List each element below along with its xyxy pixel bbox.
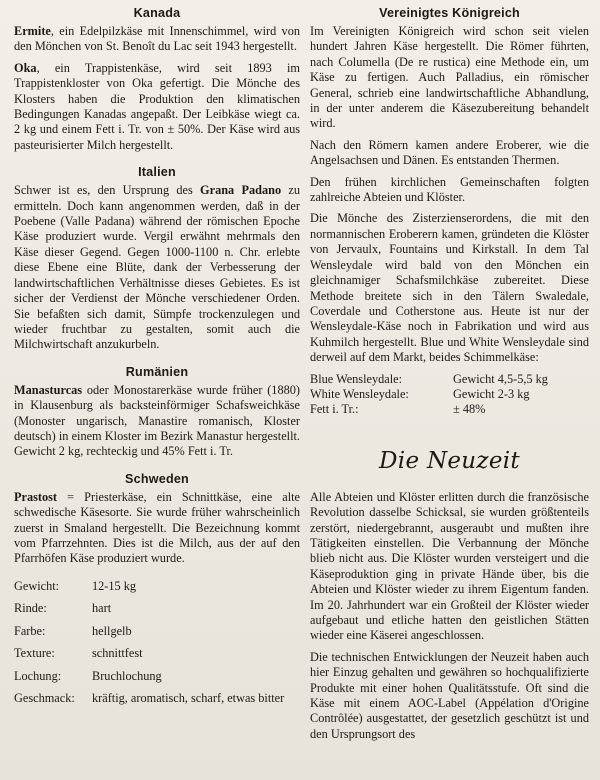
paragraph-ermite: Ermite, ein Edelpilzkäse mit Innenschimmel, wird von den Mönchen von St. Benoît du Lac seit 1943 hergestellt. bbox=[14, 24, 300, 54]
fact-row bbox=[14, 575, 284, 598]
wensleydale-row-label: Blue Wensleydale: bbox=[310, 371, 403, 386]
fact-row-label: Rinde: bbox=[14, 601, 47, 616]
fact-row-label: Texture: bbox=[14, 646, 55, 661]
fact-row-value: hart bbox=[92, 601, 112, 616]
heading-schweden: Schweden bbox=[125, 471, 189, 486]
wensleydale-row-value: Gewicht 4,5-5,5 kg bbox=[453, 371, 548, 386]
keyword-manasturcas: Manasturcas bbox=[14, 382, 83, 397]
wensleydale-row bbox=[310, 402, 548, 417]
right-column bbox=[310, 6, 589, 748]
paragraph-neuzeit-2: Die technischen Entwicklungen der Neuzeit haben auch hier Einzug gehalten und gewähren so hochqualifizierte Produkte mit einer hohen Qualitätsstufe. Oft sind die Käse mit einem AOC-Label (Appélation d'Origine Contrôlée) ausgestattet, der gesetzlich geschützt ist und den Ursprungsort des bbox=[310, 649, 589, 741]
left-column bbox=[14, 6, 300, 710]
wensleydale-row-label: White Wensleydale: bbox=[310, 386, 409, 401]
wensleydale-row bbox=[310, 372, 548, 387]
fact-row-label: Geschmack: bbox=[14, 691, 75, 706]
fact-row-value: kräftig, aromatisch, scharf, etwas bitter bbox=[92, 691, 285, 706]
fact-row-value: hellgelb bbox=[92, 623, 132, 638]
paragraph-oka: Oka, ein Trappistenkäse, wird seit 1893 im Trappistenkloster von Oka gefertigt. Die Mönche des Klosters haben die Produktion den klimatischen Bedingungen Kanadas angepaßt. Der Leibkäse wiegt ca. 2 kg und einem Fett i. Tr. von ± 50%. Der Käse wird aus pasteurisierter Milch hergestellt. bbox=[14, 60, 300, 152]
fact-row-value: schnittfest bbox=[92, 646, 143, 661]
fact-row bbox=[14, 665, 284, 688]
heading-vereinigtes-koenigreich: Vereinigtes Königreich bbox=[379, 6, 520, 20]
fact-row-label: Farbe: bbox=[14, 623, 46, 638]
fact-row bbox=[14, 620, 284, 643]
wensleydale-row-label: Fett i. Tr.: bbox=[310, 402, 359, 417]
fact-row bbox=[14, 687, 284, 710]
fact-row bbox=[14, 642, 284, 665]
section-rumaenien bbox=[14, 365, 300, 460]
keyword-grana-padano: Grana Padano bbox=[200, 183, 282, 198]
paragraph-grana-padano: Schwer ist es, den Ursprung des Grana Padano zu ermitteln. Doch kann angenommen werden, daß in der Poebene (Valle Padana) während der römischen Epoche Käse produziert wurde. Vergil erwähnt mehrmals den Käse dieser Gegend. Gegen 1000-1100 n. Chr. erlebte diese Ebene eine Blüte, dank der Verbesserung der landwirtschaftlichen Verhältnisse dieses Gebietes. Es ist sicher der Verdienst der Mönche verschiedener Orden. Sie befaßten sich damit, Sümpfe trockenzulegen und wieder fruchtbar zu gestalten, somit auch die Milchwirtschaft anzukurbeln. bbox=[14, 183, 301, 352]
paragraph-uk-4: Die Mönche des Zisterzienserordens, die mit den normannischen Eroberern kamen, gründeten die Klöster von Jervaulx, Fountains und Kirkstall. In dem Tal Wensleydale wird bald von den Mönchen ein gleichnamiger Schafsmilchkäse zubereitet. Diese Methode breitete sich in den Tälern Swaledale, Coverdale und Cotherstone aus. Heute ist nur der Wensleydale-Käse noch in Fabrikation und wird aus Kuhmilch hergestellt. Blue und White Wensleydale sind derweil auf dem Markt, beides Schimmelkäse: bbox=[310, 211, 589, 365]
wensleydale-row-value: Gewicht 2-3 kg bbox=[453, 386, 530, 401]
heading-die-neuzeit: Die Neuzeit bbox=[379, 447, 520, 474]
fact-row bbox=[14, 597, 284, 620]
paragraph-manasturcas: Manasturcas oder Monostarerkäse wurde früher (1880) in Klausenburg als backsteinförmiger Schafsweichkäse (Monoster ungarisch, Manastire romanisch, Kloster deutsch) in einem Kloster im Bezirk Manastur hergestellt. Gewicht 2 kg, rechteckig und 45% Fett i. Tr. bbox=[14, 382, 300, 459]
wensleydale-row bbox=[310, 387, 548, 402]
section-vereinigtes-koenigreich bbox=[310, 6, 589, 418]
wensleydale-row-value: ± 48% bbox=[453, 402, 486, 417]
wensleydale-table bbox=[310, 372, 548, 418]
paragraph-uk-2: Nach den Römern kamen andere Eroberer, wie die Angelsachsen und Dänen. Es entstanden Thermen. bbox=[310, 137, 589, 168]
heading-rumaenien: Rumänien bbox=[125, 364, 189, 379]
fact-row-value: Bruchlochung bbox=[92, 668, 162, 683]
heading-italien: Italien bbox=[138, 165, 176, 180]
keyword-prastost: Prastost bbox=[14, 489, 58, 504]
fact-row-label: Lochung: bbox=[14, 668, 62, 683]
section-neuzeit bbox=[310, 448, 589, 743]
keyword-ermite: Ermite bbox=[14, 24, 51, 38]
paragraph-uk-1: Im Vereinigten Königreich wird schon seit vielen hundert Jahren Käse hergestellt. Die Römer führten, nach Columella (De re rustica) eine Methode ein, um Käse zu fertigen. Auch Palladius, ein römischer General, schrieb eine landwirtschaftliche Abhandlung, in der unter anderem die Käsezubereitung behandelt wird. bbox=[310, 24, 589, 131]
section-schweden bbox=[14, 472, 300, 710]
paragraph-prastost: Prastost = Priesterkäse, ein Schnittkäse, eine alte schwedische Käsesorte. Sie wurde früher wahrscheinlich zuerst in Smaland hergestellt. Die Bezeichnung kommt vom Pfarrzehnten. Dies ist die Milch, aus der auf den Pfarrhöfen Käse produziert wurde. bbox=[14, 489, 300, 566]
heading-kanada: Kanada bbox=[133, 6, 181, 20]
section-kanada bbox=[14, 6, 300, 153]
fact-row-value: 12-15 kg bbox=[92, 578, 137, 593]
section-italien bbox=[14, 165, 300, 352]
keyword-oka: Oka bbox=[14, 60, 37, 75]
paragraph-uk-3: Den frühen kirchlichen Gemeinschaften folgten zahlreiche Abteien und Klöster. bbox=[310, 174, 589, 205]
prastost-facts-table bbox=[14, 575, 284, 710]
paragraph-neuzeit-1: Alle Abteien und Klöster erlitten durch die französische Revolution dasselbe Schicksal, sie wurden größtenteils zerstört, niedergebrannt, ausgeraubt und mußten ihre Tätigkeiten einstellen. Die Verbannung der Mönche blieb nicht aus. Die Klöster wurden versteigert und die Käseproduktion ging in private Hände über, bis die Abteien und Klöster wieder zu ihrem Eigentum fanden. Im 20. Jahrhundert war ein Großteil der Klöster wieder aufgebaut und etliche hatten den geistlichen Stätten wieder eine Käserei angeschlossen. bbox=[310, 489, 589, 643]
fact-row-label: Gewicht: bbox=[14, 578, 60, 593]
